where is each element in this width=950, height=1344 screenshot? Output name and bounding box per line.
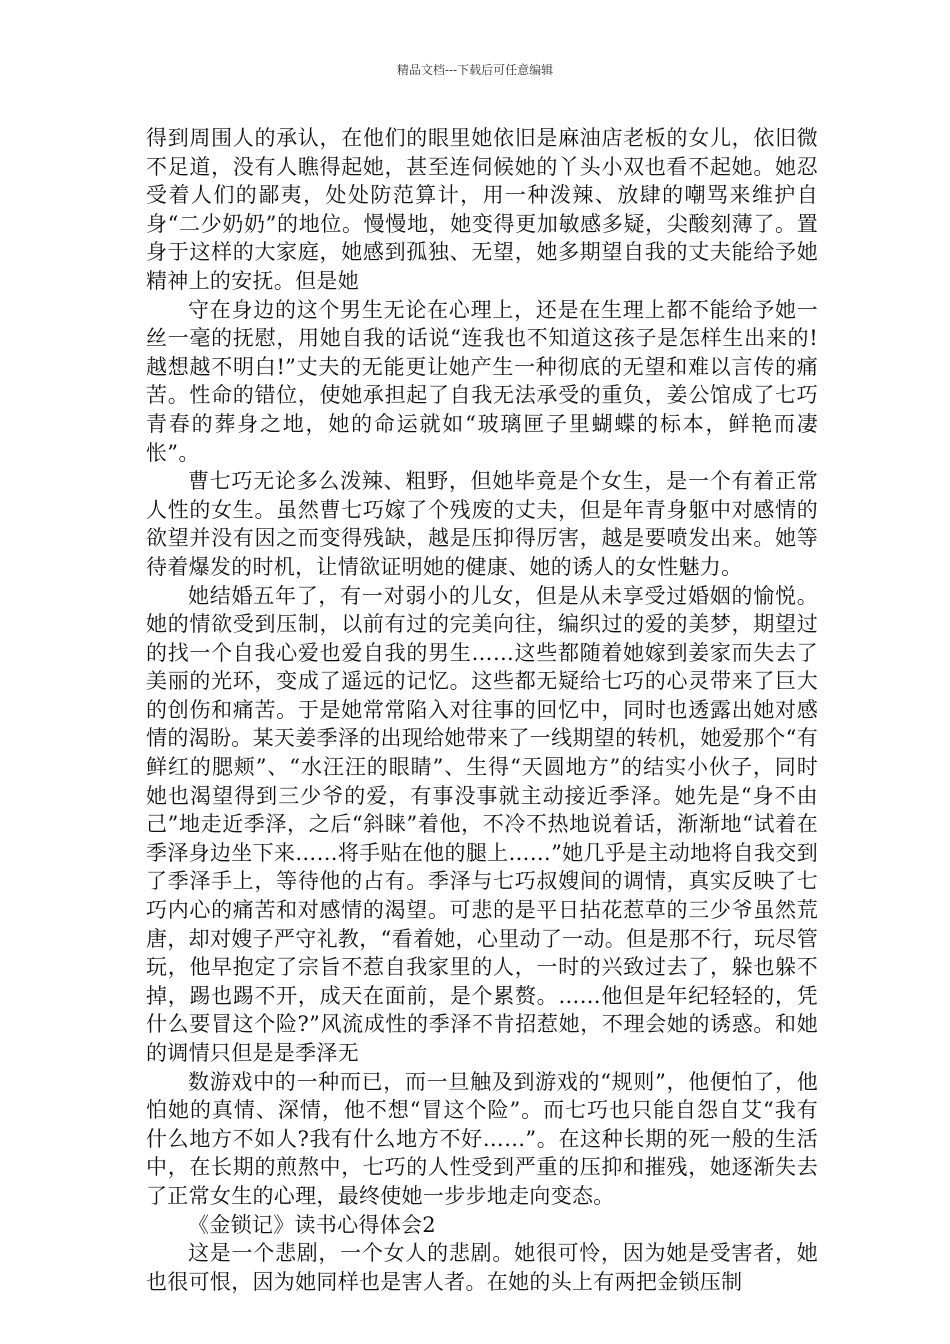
page-header: 精品文档---下载后可任意编辑 bbox=[396, 63, 554, 77]
paragraph-2: 守在身边的这个男生无论在心理上，还是在生理上都不能给予她一丝一毫的抚慰，用她自我的话说“连我也不知道这孩子是怎样生出来的!越想越不明白!”丈夫的无能更让她产生一种彻底的无望和难以言传的痛苦。性命的错位，使她承担起了自我无法承受的重负，姜公馆成了七巧青春的葬身之地，她的命运就如“玻璃匣子里蝴蝶的标本，鲜艳而凄怅”。 bbox=[146, 297, 818, 465]
document-body bbox=[146, 124, 818, 1296]
paragraph-1: 得到周围人的承认，在他们的眼里她依旧是麻油店老板的女儿，依旧微不足道，没有人瞧得起她，甚至连伺候她的丫头小双也看不起她。她忍受着人们的鄙夷，处处防范算计，用一种泼辣、放肆的嘲骂来维护自身“二少奶奶”的地位。慢慢地，她变得更加敏感多疑，尖酸刻薄了。置身于这样的大家庭，她感到孤独、无望，她多期望自我的丈夫能给予她精神上的安抚。但是她 bbox=[146, 126, 818, 293]
paragraph-4: 她结婚五年了，有一对弱小的儿女，但是从未享受过婚姻的愉悦。她的情欲受到压制，以前有过的完美向往，编织过的爱的美梦，期望过的找一个自我心爱也爱自我的男生……这些都随着她嫁到姜家而失去了美丽的光环，变成了遥远的记忆。这些都无疑给七巧的心灵带来了巨大的创伤和痛苦。于是她常常陷入对往事的回忆中，同时也透露出她对感情的渴盼。某天姜季泽的出现给她带来了一线期望的转机，她爱那个“有鲜红的腮颊”、“水汪汪的眼睛”、生得“天圆地方”的结实小伙子，同时她也渴望得到三少爷的爱，有事没事就主动接近季泽。她先是“身不由己”地走近季泽，之后“斜睐”着他，不冷不热地说着话，渐渐地“试着在季泽身边坐下来……将手贴在他的腿上……”她几乎是主动地将自我交到了季泽手上，等待他的占有。季泽与七巧叔嫂间的调情，真实反映了七巧内心的痛苦和对感情的渴望。可悲的是平日拈花惹草的三少爷虽然荒唐，却对嫂子严守礼教，“看着她，心里动了一动。但是那不行，玩尽管玩，他早抱定了宗旨不惹自我家里的人，一时的兴致过去了，躲也躲不掉，踢也踢不开，成天在面前，是个累赘。……他但是年纪轻轻的，凭什么要冒这个险?”风流成性的季泽不肯招惹她，不理会她的诱惑。和她的调情只但是是季泽无 bbox=[146, 583, 818, 1065]
paragraph-5: 数游戏中的一种而已，而一旦触及到游戏的“规则”，他便怕了，他怕她的真情、深情，他不想“冒这个险”。而七巧也只能自怨自艾“我有什么地方不如人?我有什么地方不好……”。在这种长期的死一般的生活中，在长期的煎熬中，七巧的人性受到严重的压抑和摧残，她逐渐失去了正常女生的心理，最终使她一步步地走向变态。 bbox=[146, 1069, 818, 1208]
paragraph-3: 曹七巧无论多么泼辣、粗野，但她毕竟是个女生，是一个有着正常人性的女生。虽然曹七巧嫁了个残废的丈夫，但是年青身躯中对感情的欲望并没有因之而变得残缺，越是压抑得厉害，越是要喷发出来。她等待着爆发的时机，让情欲证明她的健康、她的诱人的女性魅力。 bbox=[146, 469, 818, 579]
paragraph-6: 这是一个悲剧，一个女人的悲剧。她很可怜，因为她是受害者，她也很可恨，因为她同样也是害人者。在她的头上有两把金锁压制 bbox=[146, 1241, 818, 1294]
section-heading: 《金锁记》读书心得体会2 bbox=[188, 1212, 436, 1237]
